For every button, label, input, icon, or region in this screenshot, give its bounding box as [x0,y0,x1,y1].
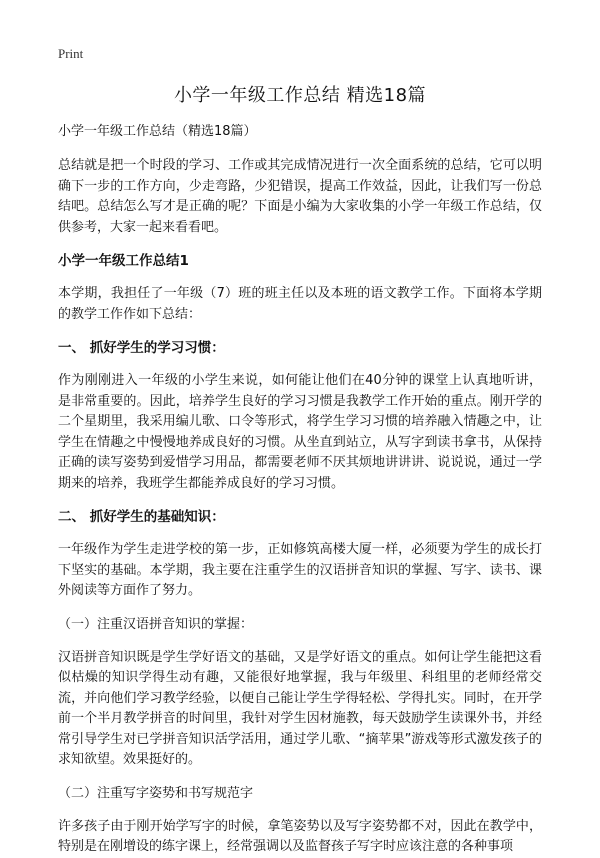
section-heading-1: 小学一年级工作总结1 [58,253,189,269]
section1-paragraph: 本学期，我担任了一年级（7）班的班主任以及本班的语文教学工作。下面将本学期的教学工作作如下总结： [58,286,542,322]
document-title: 小学一年级工作总结 精选18篇 [173,85,427,106]
study-habits-paragraph: 作为刚刚进入一年级的小学生来说，如何能让他们在40分钟的课堂上认真地听讲，是非常重要的。因此，培养学生良好的学习习惯是我教学工作开始的重点。刚开学的二个星期里，我采用编儿歌、口令等形式，将学生学习习惯的培养融入情趣之中，让学生在情趣之中慢慢地养成良好的习惯。从坐直到站立，从写字到读书拿书，从保持正确的读写姿势到爱惜学习用品，都需要老师不厌其烦地讲讲讲、说说说，通过一学期来的培养，我班学生都能养成良好的学习习惯。 [58,373,542,491]
basic-knowledge-paragraph: 一年级作为学生走进学校的第一步，正如修筑高楼大厦一样，必须要为学生的成长打下坚实的基础。本学期，我主要在注重学生的汉语拼音知识的掌握、写字、读书、课外阅读等方面作了努力。 [58,542,542,598]
subheading-pinyin: （一）注重汉语拼音知识的掌握： [58,616,254,632]
heading-basic-knowledge: 二、 抓好学生的基础知识： [58,509,225,525]
pinyin-paragraph: 汉语拼音知识既是学生学好语文的基础，又是学好语文的重点。如何让学生能把这看似枯燥的知识学得生动有趣，又能很好地掌握，我与年级里、科组里的老师经常交流，并向他们学习教学经验，以便自己能让学生学得轻松、学得扎实。同时，在开学前一个半月教学拼音的时间里，我针对学生因材施教，每天鼓励学生读课外书，并经常引导学生对已学拼音知识活学活用，通过学儿歌、“摘苹果”游戏等形式激发孩子的求知欲望。效果挺好的。 [58,649,542,767]
print-label[interactable]: Print [58,46,84,61]
subheading-writing: （二）注重写字姿势和书写规范字 [58,785,254,801]
document-subtitle: 小学一年级工作总结（精选18篇） [58,124,257,139]
intro-paragraph: 总结就是把一个时段的学习、工作或其完成情况进行一次全面系统的总结，它可以明确下一步的工作方向，少走弯路，少犯错误，提高工作效益，因此，让我们写一份总结吧。总结怎么写才是正确的呢？下面是小编为大家收集的小学一年级工作总结，仅供参考，大家一起来看看吧。 [58,158,542,235]
heading-study-habits: 一、 抓好学生的学习习惯： [58,340,225,356]
writing-paragraph: 许多孩子由于刚开始学写字的时候，拿笔姿势以及写字姿势都不对，因此在教学中，特别是在刚增设的练字课上，经常强调以及监督孩子写字时应该注意的各种事项 [58,818,542,854]
